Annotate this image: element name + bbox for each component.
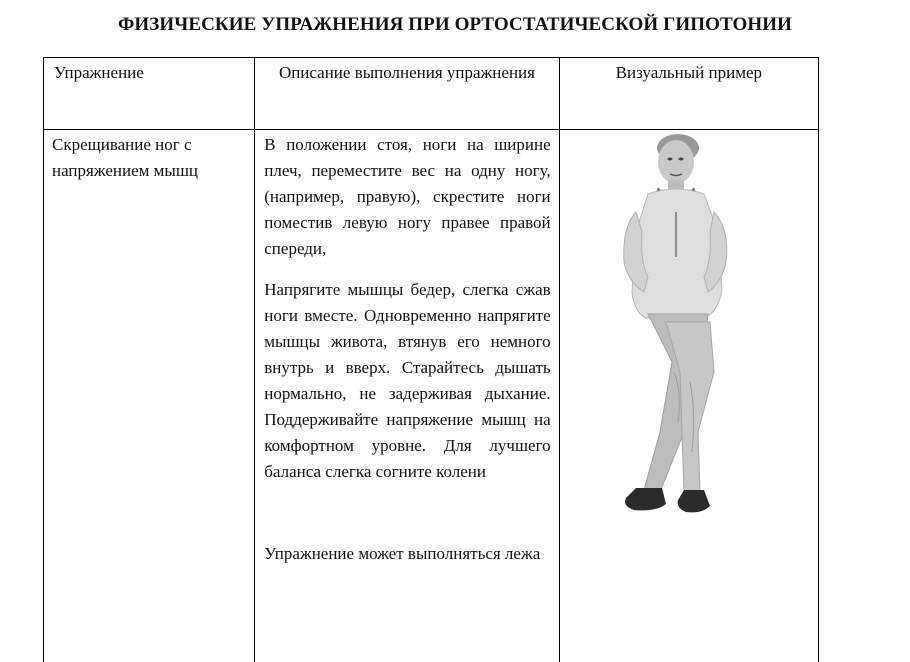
description-paragraph-2: Напрягите мышцы бедер, слегка сжав ноги вместе. Одновременно напрягите мышцы живота, втянув его немного внутрь и вверх. Старайтесь дышать нормально, не задерживая дыхание. Поддерживайте напряжение мышц на комфортном уровне. Для лучшего баланса слегка согните колени: [264, 277, 550, 485]
person-crossed-legs-photo-icon: [586, 132, 746, 537]
header-exercise: [44, 58, 255, 130]
header-description-label: Описание выполнения упражнения: [279, 63, 535, 82]
exercise-name: Скрещивание ног с напряжением мышц: [52, 132, 254, 184]
header-exercise-label: Упражнение: [54, 63, 144, 82]
table-header-row: [44, 58, 819, 130]
exercise-description-cell: [255, 130, 559, 662]
person-figure-svg: [586, 132, 746, 537]
header-visual-label: Визуальный пример: [616, 63, 762, 82]
exercise-table: [43, 57, 819, 662]
description-paragraph-3: Упражнение может выполняться лежа: [264, 541, 550, 567]
description-paragraph-1: В положении стоя, ноги на ширине плеч, переместите вес на одну ногу, (например, правую), скрестите ноги поместив левую ногу правее правой спереди,: [264, 132, 550, 262]
exercise-name-cell: [44, 130, 255, 662]
header-visual: [559, 58, 818, 130]
visual-example-cell: [559, 130, 818, 662]
table-row: [44, 130, 819, 662]
header-description: [255, 58, 559, 130]
document-title: ФИЗИЧЕСКИЕ УПРАЖНЕНИЯ ПРИ ОРТОСТАТИЧЕСКОЙ ГИПОТОНИИ: [0, 14, 910, 36]
